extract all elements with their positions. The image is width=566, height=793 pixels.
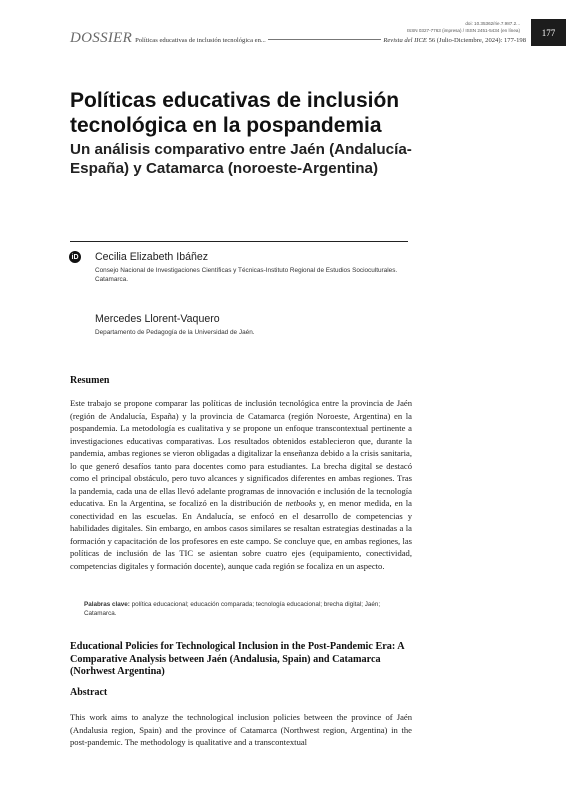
keywords — [84, 601, 402, 618]
author-affiliation-2: Departamento de Pedagogía de la Universidad de Jaén. — [95, 329, 255, 336]
resumen-heading: Resumen — [70, 375, 110, 386]
resumen-text-italic: netbooks — [285, 498, 317, 508]
journal-issue: 56 (Julio-Diciembre, 2024): 177-198 — [428, 37, 526, 44]
abstract-heading: Abstract — [70, 687, 108, 698]
author-name-2: Mercedes Llorent-Vaquero — [95, 313, 220, 325]
journal-citation — [383, 37, 526, 44]
article-title: Políticas educativas de inclusión tecnológica en la pospandemia — [70, 89, 400, 137]
keywords-label: Palabras clave: — [84, 601, 130, 608]
author-name-1: Cecilia Elizabeth Ibáñez — [95, 251, 209, 263]
running-header — [70, 30, 526, 44]
resumen-text-part1: Este trabajo se propone comparar las políticas de inclusión tecnológica entre la provincia de Jaén (región de Andalucía, España) y la provincia de Catamarca (región Noroeste, Argentina) en la pospandemia. La metodología es cualitativa y se propone un enfoque transcontextual pertinente a investigaciones educativas comparativas. Los resultados obtenidos establecieron que, durante la pandemia, ambas regiones se vieron obligadas a digitalizar la enseñanza debido a la crisis sanitaria, lo que generó desafíos tanto para docentes como para estudiantes. La brecha digital se destacó como el principal obstáculo, pero tuvo alcances y significados diferentes en ambas regiones. Tras la pandemia, cada una de ellas llevó adelante programas de innovación e inclusión de la tecnología educativa. En la Argentina, se focalizó en la distribución de — [70, 398, 412, 508]
article-subtitle: Un análisis comparativo entre Jaén (Andalucía-España) y Catamarca (noroeste-Argentina) — [70, 141, 412, 177]
page-number-tab — [531, 19, 566, 46]
page-number: 177 — [541, 27, 556, 38]
resumen-text-part2: y, en menor medida, en la conectividad en las escuelas. En Andalucía, se enfocó en el desarrollo de competencias y habilidades digitales. Sin embargo, en ambos casos similares se resaltan estrategias destinadas a la formación y capacitación de los profesores en este campo. Se concluye que, en ambas regiones, las políticas de inclusión de las TIC se asientan sobre cuatro ejes (equipamiento, conectividad, competencias digitales y formación docente), aunque cada región se focaliza en un aspecto. — [70, 498, 412, 571]
title-divider — [70, 241, 408, 242]
running-title: Políticas educativas de inclusión tecnológica en... — [135, 37, 266, 44]
doi-text: doi: 10.35362/rie.7.987.2... — [465, 21, 520, 26]
author-affiliation-1: Consejo Nacional de Investigaciones Científicas y Técnicas-Instituto Regional de Estudios Socioculturales. Catamarca. — [95, 267, 398, 283]
abstract-text: This work aims to analyze the technological inclusion policies between the province of Jaén (Andalusia region, Spain) and the province of Catamarca (Northwest region, Argentina) in the post-pandemic. The methodology is qualitative and a transcontextual — [70, 712, 412, 747]
resumen-text — [70, 397, 412, 572]
english-title: Educational Policies for Technological Inclusion in the Post-Pandemic Era: A Comparative Analysis between Jaén (Andalusia, Spain) and Catamarca (Norhwest Argentina) — [70, 641, 405, 678]
orcid-icon[interactable]: iD — [69, 251, 81, 263]
keywords-list: política educacional; educación comparada; tecnología educacional; brecha digital; Jaén; Catamarca. — [84, 601, 381, 617]
journal-name: Revista del IICE — [383, 37, 427, 44]
section-label: DOSSIER — [70, 30, 133, 46]
issn-text: ISSN 0327-7763 (impresa) / ISSN 2451-5434 (en línea) — [406, 28, 520, 33]
header-leader-line — [268, 39, 381, 40]
